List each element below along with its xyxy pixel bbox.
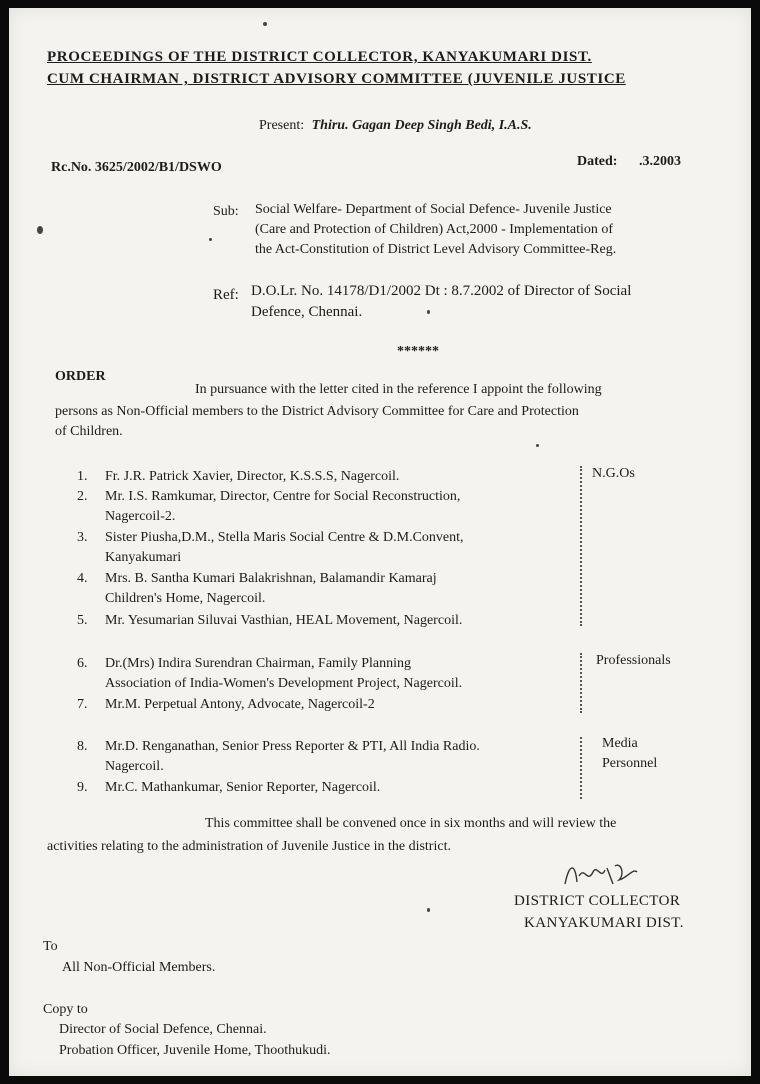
date-label: Dated: [577, 154, 618, 169]
proceedings-heading-line2: CUM CHAIRMAN , DISTRICT ADVISORY COMMITTEE (JUVENILE JUSTICE [47, 71, 626, 87]
proceedings-heading-line1: PROCEEDINGS OF THE DISTRICT COLLECTOR, KANYAKUMARI DIST. [47, 49, 592, 65]
member-line: Dr.(Mrs) Indira Surendran Chairman, Family Planning [105, 656, 412, 671]
member-number: 5. [77, 613, 88, 628]
member-line: Kanyakumari [105, 550, 182, 565]
signatory-district: KANYAKUMARI DIST. [524, 915, 684, 931]
closing-line-2: activities relating to the administration of Juvenile Justice in the district. [47, 839, 451, 854]
member-number: 8. [77, 739, 88, 754]
present-label: Present: [259, 118, 305, 133]
signatory-title: DISTRICT COLLECTOR [514, 893, 681, 909]
member-number: 3. [77, 530, 88, 545]
closing-line-1: This committee shall be convened once in six months and will review the [205, 816, 617, 831]
group-bracket-professionals [580, 653, 582, 713]
handwritten-signature [557, 854, 647, 894]
scan-speck [427, 908, 430, 912]
order-line-3: of Children. [55, 424, 123, 439]
group-label-ngo: N.G.Os [592, 466, 635, 481]
date-line [577, 154, 681, 170]
member-line: Nagercoil. [105, 759, 164, 774]
order-line-1: In pursuance with the letter cited in the reference I appoint the following [195, 382, 602, 397]
scan-speck [37, 226, 43, 234]
group-bracket-ngo [580, 466, 582, 626]
member-line: Sister Piusha,D.M., Stella Maris Social Centre & D.M.Convent, [105, 530, 464, 545]
copy-to-item: Probation Officer, Juvenile Home, Thoothukudi. [59, 1043, 331, 1058]
separator-stars: ****** [397, 344, 439, 359]
member-number: 2. [77, 489, 88, 504]
member-line: Mrs. B. Santha Kumari Balakrishnan, Balamandir Kamaraj [105, 571, 437, 586]
member-line: Mr.M. Perpetual Antony, Advocate, Nagercoil-2 [105, 697, 375, 712]
to-recipient: All Non-Official Members. [62, 960, 216, 975]
member-line: Association of India-Women's Development Project, Nagercoil. [105, 676, 463, 691]
copy-to-item: Director of Social Defence, Chennai. [59, 1022, 267, 1037]
member-line: Nagercoil-2. [105, 509, 176, 524]
group-label-media: Media [602, 736, 638, 751]
subject-line-2: (Care and Protection of Children) Act,2000 - Implementation of [255, 222, 614, 237]
member-line: Mr. I.S. Ramkumar, Director, Centre for Social Reconstruction, [105, 489, 461, 504]
member-line: Mr. Yesumarian Siluvai Vasthian, HEAL Movement, Nagercoil. [105, 613, 463, 628]
member-line: Mr.C. Mathankumar, Senior Reporter, Nagercoil. [105, 780, 381, 795]
subject-label: Sub: [213, 204, 239, 219]
member-number: 6. [77, 656, 88, 671]
subject-line-1: Social Welfare- Department of Social Defence- Juvenile Justice [255, 202, 612, 217]
member-number: 1. [77, 469, 88, 484]
group-bracket-media [580, 737, 582, 799]
group-label-professionals: Professionals [596, 653, 671, 668]
to-label: To [43, 939, 58, 954]
member-number: 9. [77, 780, 88, 795]
member-line: Fr. J.R. Patrick Xavier, Director, K.S.S.S, Nagercoil. [105, 469, 400, 484]
member-line: Mr.D. Renganathan, Senior Press Reporter & PTI, All India Radio. [105, 739, 480, 754]
present-name: Thiru. Gagan Deep Singh Bedi, I.A.S. [311, 118, 532, 133]
present-line [259, 118, 532, 134]
scan-speck [263, 22, 267, 26]
reference-label: Ref: [213, 287, 239, 303]
copy-to-label: Copy to [43, 1002, 88, 1017]
reference-line-2: Defence, Chennai. [251, 304, 363, 320]
reference-number: Rc.No. 3625/2002/B1/DSWO [51, 160, 222, 175]
date-value: .3.2003 [638, 154, 681, 169]
document-page [9, 8, 751, 1076]
group-label-personnel: Personnel [602, 756, 658, 771]
scan-speck [209, 238, 212, 241]
order-heading: ORDER [55, 369, 106, 384]
scan-speck [427, 310, 430, 314]
member-line: Children's Home, Nagercoil. [105, 591, 266, 606]
order-line-2: persons as Non-Official members to the District Advisory Committee for Care and Protection [55, 404, 579, 419]
scan-speck [536, 444, 539, 447]
subject-line-3: the Act-Constitution of District Level Advisory Committee-Reg. [255, 242, 617, 257]
member-number: 7. [77, 697, 88, 712]
member-number: 4. [77, 571, 88, 586]
reference-line-1: D.O.Lr. No. 14178/D1/2002 Dt : 8.7.2002 of Director of Social [251, 283, 632, 299]
